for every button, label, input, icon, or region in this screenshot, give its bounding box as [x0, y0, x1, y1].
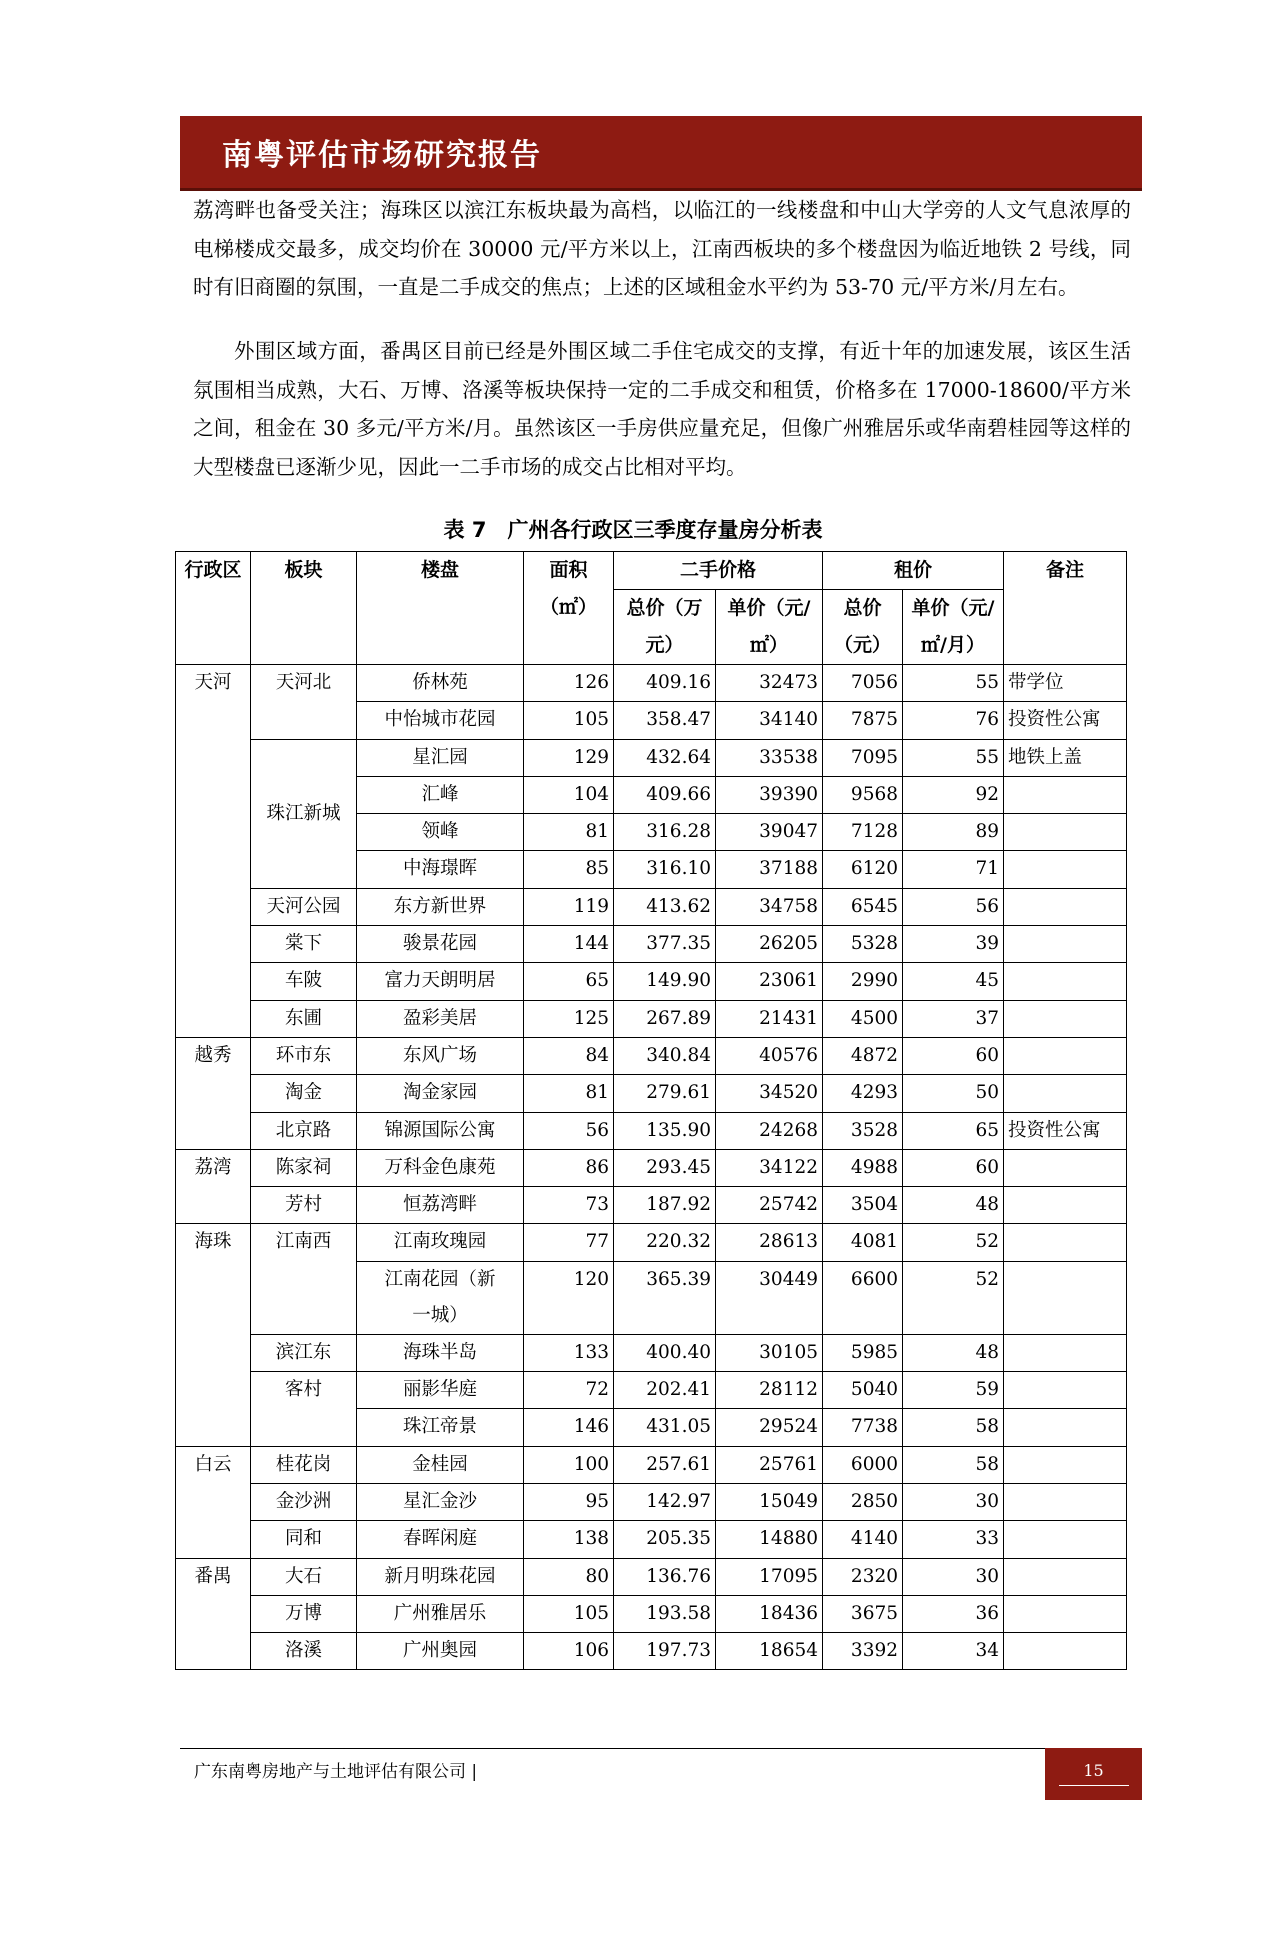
estate-cell: 星汇金沙	[357, 1483, 524, 1520]
total-price-cell: 365.39	[614, 1261, 716, 1334]
rent-unit-cell: 60	[903, 1037, 1004, 1074]
unit-price-cell: 30449	[716, 1261, 823, 1334]
rent-total-cell: 4293	[823, 1075, 903, 1112]
unit-price-cell: 33538	[716, 739, 823, 776]
total-price-cell: 358.47	[614, 702, 716, 739]
rent-total-cell: 3504	[823, 1187, 903, 1224]
footer-company: 广东南粤房地产与土地评估有限公司 |	[194, 1762, 478, 1782]
estate-cell: 盈彩美居	[357, 1000, 524, 1037]
table-row	[176, 888, 1127, 925]
estate-cell: 万科金色康苑	[357, 1149, 524, 1186]
unit-price-cell: 34758	[716, 888, 823, 925]
district-cell: 海珠	[176, 1224, 251, 1446]
area-cell: 106	[524, 1633, 614, 1670]
rent-total-cell: 2320	[823, 1558, 903, 1595]
note-cell	[1004, 963, 1127, 1000]
area-cell: 81	[524, 814, 614, 851]
note-cell	[1004, 1558, 1127, 1595]
note-cell	[1004, 1334, 1127, 1371]
header-unit-price: 单价（元/㎡）	[716, 590, 823, 665]
block-cell: 同和	[251, 1521, 357, 1558]
report-title: 南粤评估市场研究报告	[222, 138, 542, 173]
header-rent-total: 总价（元）	[823, 590, 903, 665]
rent-total-cell: 7095	[823, 739, 903, 776]
note-cell: 带学位	[1004, 665, 1127, 702]
total-price-cell: 197.73	[614, 1633, 716, 1670]
header-block: 板块	[251, 552, 357, 665]
rent-unit-cell: 36	[903, 1595, 1004, 1632]
unit-price-cell: 24268	[716, 1112, 823, 1149]
rent-unit-cell: 65	[903, 1112, 1004, 1149]
report-header-bar	[180, 116, 1142, 191]
total-price-cell: 409.66	[614, 776, 716, 813]
rent-total-cell: 5040	[823, 1372, 903, 1409]
rent-unit-cell: 48	[903, 1187, 1004, 1224]
estate-cell: 侨林苑	[357, 665, 524, 702]
block-cell: 车陂	[251, 963, 357, 1000]
area-cell: 104	[524, 776, 614, 813]
table-row	[176, 1112, 1127, 1149]
estate-cell: 星汇园	[357, 739, 524, 776]
rent-unit-cell: 58	[903, 1446, 1004, 1483]
block-cell: 万博	[251, 1595, 357, 1632]
area-cell: 100	[524, 1446, 614, 1483]
total-price-cell: 316.28	[614, 814, 716, 851]
area-cell: 56	[524, 1112, 614, 1149]
table-row	[176, 1595, 1127, 1632]
estate-cell: 东方新世界	[357, 888, 524, 925]
rent-total-cell: 4081	[823, 1224, 903, 1261]
rent-unit-cell: 71	[903, 851, 1004, 888]
table-row	[176, 1000, 1127, 1037]
block-cell: 洛溪	[251, 1633, 357, 1670]
area-cell: 105	[524, 1595, 614, 1632]
rent-total-cell: 4988	[823, 1149, 903, 1186]
table-row	[176, 1558, 1127, 1595]
rent-total-cell: 4140	[823, 1521, 903, 1558]
housing-analysis-table	[175, 551, 1127, 1670]
unit-price-cell: 34122	[716, 1149, 823, 1186]
unit-price-cell: 32473	[716, 665, 823, 702]
note-cell	[1004, 1261, 1127, 1334]
table-row	[176, 1187, 1127, 1224]
district-cell: 越秀	[176, 1037, 251, 1149]
rent-total-cell: 6545	[823, 888, 903, 925]
area-cell: 80	[524, 1558, 614, 1595]
rent-unit-cell: 37	[903, 1000, 1004, 1037]
table-row	[176, 1037, 1127, 1074]
note-cell: 地铁上盖	[1004, 739, 1127, 776]
total-price-cell: 377.35	[614, 926, 716, 963]
area-cell: 84	[524, 1037, 614, 1074]
table-caption: 表 7 广州各行政区三季度存量房分析表	[443, 518, 823, 542]
unit-price-cell: 25761	[716, 1446, 823, 1483]
note-cell	[1004, 1483, 1127, 1520]
total-price-cell: 142.97	[614, 1483, 716, 1520]
note-cell	[1004, 888, 1127, 925]
rent-total-cell: 7875	[823, 702, 903, 739]
note-cell	[1004, 1595, 1127, 1632]
unit-price-cell: 40576	[716, 1037, 823, 1074]
unit-price-cell: 39390	[716, 776, 823, 813]
district-cell: 番禺	[176, 1558, 251, 1670]
area-cell: 126	[524, 665, 614, 702]
total-price-cell: 432.64	[614, 739, 716, 776]
unit-price-cell: 28613	[716, 1224, 823, 1261]
total-price-cell: 202.41	[614, 1372, 716, 1409]
estate-cell: 珠江帝景	[357, 1409, 524, 1446]
area-cell: 77	[524, 1224, 614, 1261]
table-row	[176, 1372, 1127, 1409]
total-price-cell: 257.61	[614, 1446, 716, 1483]
estate-cell: 丽影华庭	[357, 1372, 524, 1409]
district-cell: 白云	[176, 1446, 251, 1558]
total-price-cell: 340.84	[614, 1037, 716, 1074]
block-cell: 东圃	[251, 1000, 357, 1037]
rent-unit-cell: 92	[903, 776, 1004, 813]
page-number-underline	[1059, 1785, 1129, 1786]
unit-price-cell: 34520	[716, 1075, 823, 1112]
total-price-cell: 205.35	[614, 1521, 716, 1558]
block-cell: 陈家祠	[251, 1149, 357, 1186]
unit-price-cell: 18436	[716, 1595, 823, 1632]
district-cell: 荔湾	[176, 1149, 251, 1224]
area-cell: 72	[524, 1372, 614, 1409]
total-price-cell: 413.62	[614, 888, 716, 925]
header-rent-unit: 单价（元/㎡/月）	[903, 590, 1004, 665]
note-cell	[1004, 1521, 1127, 1558]
note-cell: 投资性公寓	[1004, 702, 1127, 739]
unit-price-cell: 17095	[716, 1558, 823, 1595]
total-price-cell: 267.89	[614, 1000, 716, 1037]
area-cell: 144	[524, 926, 614, 963]
block-cell: 滨江东	[251, 1334, 357, 1371]
table-row	[176, 1075, 1127, 1112]
header-note: 备注	[1004, 552, 1127, 665]
unit-price-cell: 30105	[716, 1334, 823, 1371]
table-row	[176, 963, 1127, 1000]
estate-cell: 恒荔湾畔	[357, 1187, 524, 1224]
table-row	[176, 1149, 1127, 1186]
block-cell: 金沙洲	[251, 1483, 357, 1520]
estate-cell: 锦源国际公寓	[357, 1112, 524, 1149]
note-cell	[1004, 851, 1127, 888]
rent-total-cell: 6120	[823, 851, 903, 888]
block-cell: 棠下	[251, 926, 357, 963]
rent-unit-cell: 39	[903, 926, 1004, 963]
note-cell	[1004, 1187, 1127, 1224]
rent-total-cell: 2850	[823, 1483, 903, 1520]
estate-cell: 春晖闲庭	[357, 1521, 524, 1558]
table-row	[176, 1224, 1127, 1261]
area-cell: 95	[524, 1483, 614, 1520]
estate-cell: 江南玫瑰园	[357, 1224, 524, 1261]
total-price-cell: 193.58	[614, 1595, 716, 1632]
total-price-cell: 293.45	[614, 1149, 716, 1186]
rent-unit-cell: 45	[903, 963, 1004, 1000]
area-cell: 81	[524, 1075, 614, 1112]
header-rent: 租价	[823, 552, 1004, 590]
total-price-cell: 136.76	[614, 1558, 716, 1595]
rent-unit-cell: 52	[903, 1224, 1004, 1261]
rent-total-cell: 9568	[823, 776, 903, 813]
unit-price-cell: 26205	[716, 926, 823, 963]
table-row	[176, 1521, 1127, 1558]
rent-total-cell: 5328	[823, 926, 903, 963]
block-cell: 北京路	[251, 1112, 357, 1149]
header-estate: 楼盘	[357, 552, 524, 665]
block-cell: 桂花岗	[251, 1446, 357, 1483]
block-cell: 客村	[251, 1372, 357, 1447]
note-cell: 投资性公寓	[1004, 1112, 1127, 1149]
rent-unit-cell: 76	[903, 702, 1004, 739]
rent-unit-cell: 30	[903, 1483, 1004, 1520]
unit-price-cell: 15049	[716, 1483, 823, 1520]
block-cell: 淘金	[251, 1075, 357, 1112]
note-cell	[1004, 1075, 1127, 1112]
area-cell: 119	[524, 888, 614, 925]
estate-cell: 汇峰	[357, 776, 524, 813]
table-row	[176, 1334, 1127, 1371]
estate-cell: 金桂园	[357, 1446, 524, 1483]
table-row	[176, 665, 1127, 702]
table-row	[176, 926, 1127, 963]
unit-price-cell: 18654	[716, 1633, 823, 1670]
rent-total-cell: 6600	[823, 1261, 903, 1334]
rent-total-cell: 5985	[823, 1334, 903, 1371]
rent-total-cell: 6000	[823, 1446, 903, 1483]
area-cell: 129	[524, 739, 614, 776]
rent-total-cell: 3675	[823, 1595, 903, 1632]
note-cell	[1004, 926, 1127, 963]
note-cell	[1004, 1633, 1127, 1670]
total-price-cell: 316.10	[614, 851, 716, 888]
area-cell: 120	[524, 1261, 614, 1334]
estate-cell: 广州奥园	[357, 1633, 524, 1670]
note-cell	[1004, 1000, 1127, 1037]
header-area: 面积（㎡）	[524, 552, 614, 665]
total-price-cell: 220.32	[614, 1224, 716, 1261]
rent-total-cell: 7128	[823, 814, 903, 851]
table-row	[176, 1483, 1127, 1520]
table-row	[176, 739, 1127, 776]
district-cell: 天河	[176, 665, 251, 1038]
total-price-cell: 135.90	[614, 1112, 716, 1149]
rent-unit-cell: 33	[903, 1521, 1004, 1558]
note-cell	[1004, 1037, 1127, 1074]
unit-price-cell: 39047	[716, 814, 823, 851]
area-cell: 85	[524, 851, 614, 888]
total-price-cell: 409.16	[614, 665, 716, 702]
note-cell	[1004, 1372, 1127, 1409]
area-cell: 86	[524, 1149, 614, 1186]
area-cell: 105	[524, 702, 614, 739]
rent-unit-cell: 60	[903, 1149, 1004, 1186]
header-total-price: 总价（万元）	[614, 590, 716, 665]
unit-price-cell: 29524	[716, 1409, 823, 1446]
rent-total-cell: 2990	[823, 963, 903, 1000]
rent-total-cell: 4872	[823, 1037, 903, 1074]
area-cell: 138	[524, 1521, 614, 1558]
rent-total-cell: 7056	[823, 665, 903, 702]
rent-total-cell: 3528	[823, 1112, 903, 1149]
area-cell: 133	[524, 1334, 614, 1371]
rent-total-cell: 3392	[823, 1633, 903, 1670]
rent-unit-cell: 30	[903, 1558, 1004, 1595]
unit-price-cell: 23061	[716, 963, 823, 1000]
page-number-box	[1045, 1748, 1142, 1800]
note-cell	[1004, 814, 1127, 851]
unit-price-cell: 34140	[716, 702, 823, 739]
estate-cell: 淘金家园	[357, 1075, 524, 1112]
estate-cell: 中海璟晖	[357, 851, 524, 888]
estate-cell: 骏景花园	[357, 926, 524, 963]
unit-price-cell: 28112	[716, 1372, 823, 1409]
rent-unit-cell: 52	[903, 1261, 1004, 1334]
estate-cell: 海珠半岛	[357, 1334, 524, 1371]
block-cell: 江南西	[251, 1224, 357, 1334]
header-district: 行政区	[176, 552, 251, 665]
rent-unit-cell: 48	[903, 1334, 1004, 1371]
paragraph-2: 外围区域方面，番禺区目前已经是外围区域二手住宅成交的支撑，有近十年的加速发展，该区生活氛围相当成熟，大石、万博、洛溪等板块保持一定的二手成交和租赁，价格多在 17000-18600/平方米之间，租金在 30 多元/平方米/月。虽然该区一手房供应量充足，但像广州雅居乐或华南碧桂园等这样的大型楼盘已逐渐少见，因此一二手市场的成交占比相对平均。	[193, 339, 1131, 479]
area-cell: 146	[524, 1409, 614, 1446]
estate-cell: 中怡城市花园	[357, 702, 524, 739]
block-cell: 天河北	[251, 665, 357, 740]
unit-price-cell: 37188	[716, 851, 823, 888]
note-cell	[1004, 1149, 1127, 1186]
rent-unit-cell: 50	[903, 1075, 1004, 1112]
note-cell	[1004, 1224, 1127, 1261]
estate-cell: 江南花园（新一城）	[357, 1261, 524, 1334]
estate-cell: 富力天朗明居	[357, 963, 524, 1000]
rent-unit-cell: 55	[903, 665, 1004, 702]
note-cell	[1004, 1446, 1127, 1483]
table-row	[176, 1633, 1127, 1670]
rent-unit-cell: 34	[903, 1633, 1004, 1670]
area-cell: 65	[524, 963, 614, 1000]
unit-price-cell: 25742	[716, 1187, 823, 1224]
rent-total-cell: 7738	[823, 1409, 903, 1446]
note-cell	[1004, 1409, 1127, 1446]
estate-cell: 领峰	[357, 814, 524, 851]
unit-price-cell: 21431	[716, 1000, 823, 1037]
total-price-cell: 279.61	[614, 1075, 716, 1112]
estate-cell: 东风广场	[357, 1037, 524, 1074]
note-cell	[1004, 776, 1127, 813]
block-cell: 芳村	[251, 1187, 357, 1224]
table-row	[176, 1446, 1127, 1483]
header-second-hand: 二手价格	[614, 552, 823, 590]
area-cell: 73	[524, 1187, 614, 1224]
total-price-cell: 149.90	[614, 963, 716, 1000]
estate-cell: 广州雅居乐	[357, 1595, 524, 1632]
block-cell: 大石	[251, 1558, 357, 1595]
total-price-cell: 187.92	[614, 1187, 716, 1224]
total-price-cell: 400.40	[614, 1334, 716, 1371]
rent-unit-cell: 58	[903, 1409, 1004, 1446]
rent-unit-cell: 89	[903, 814, 1004, 851]
paragraph-1: 荔湾畔也备受关注；海珠区以滨江东板块最为高档，以临江的一线楼盘和中山大学旁的人文气息浓厚的电梯楼成交最多，成交均价在 30000 元/平方米以上，江南西板块的多个楼盘因为临近地铁 2 号线，同时有旧商圈的氛围，一直是二手成交的焦点；上述的区域租金水平约为 53-70 元/平方米/月左右。	[193, 198, 1131, 299]
area-cell: 125	[524, 1000, 614, 1037]
total-price-cell: 431.05	[614, 1409, 716, 1446]
rent-unit-cell: 56	[903, 888, 1004, 925]
rent-total-cell: 4500	[823, 1000, 903, 1037]
block-cell: 环市东	[251, 1037, 357, 1074]
footer-divider	[180, 1748, 1045, 1749]
rent-unit-cell: 59	[903, 1372, 1004, 1409]
page-number: 15	[1083, 1761, 1104, 1780]
block-cell: 天河公园	[251, 888, 357, 925]
estate-cell: 新月明珠花园	[357, 1558, 524, 1595]
unit-price-cell: 14880	[716, 1521, 823, 1558]
block-cell: 珠江新城	[251, 739, 357, 888]
rent-unit-cell: 55	[903, 739, 1004, 776]
